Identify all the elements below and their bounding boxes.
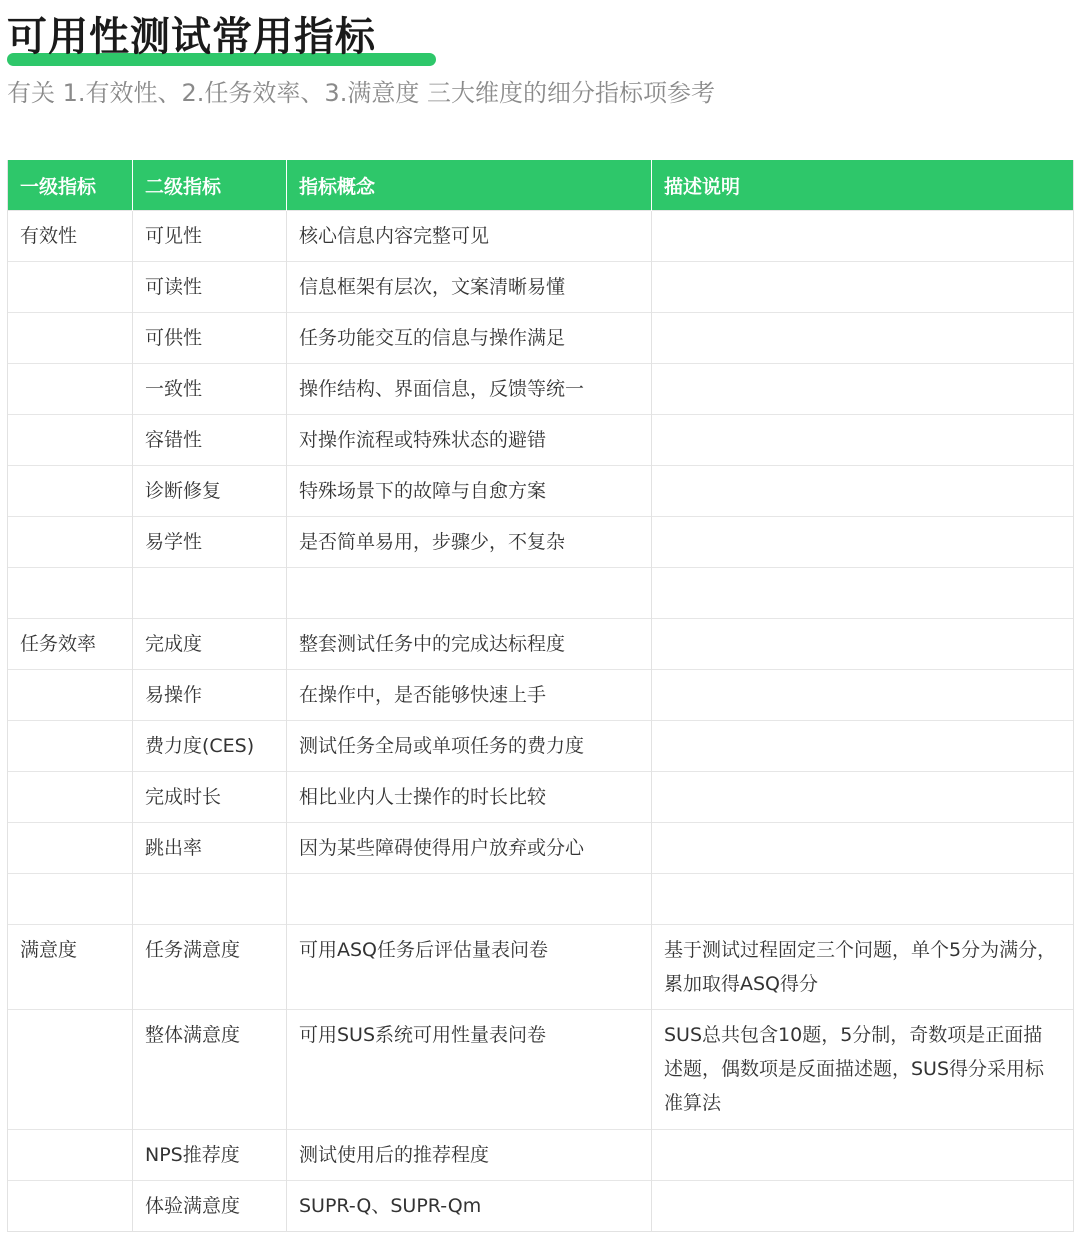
table-row [8,364,1074,415]
cell-level2: 可见性 [133,211,287,262]
cell-description [652,874,1074,925]
cell-description: SUS总共包含10题，5分制，奇数项是正面描述题，偶数项是反面描述题，SUS得分采用标准算法 [652,1010,1074,1130]
cell-level1 [8,466,133,517]
cell-level1 [8,1010,133,1130]
cell-concept: 任务功能交互的信息与操作满足 [287,313,652,364]
cell-level2: 可供性 [133,313,287,364]
metrics-table [7,160,1074,1232]
cell-description [652,721,1074,772]
table-row [8,1181,1074,1232]
cell-level2 [133,568,287,619]
title-block [7,12,437,68]
cell-level2: 一致性 [133,364,287,415]
table-row [8,925,1074,1010]
cell-concept: 在操作中，是否能够快速上手 [287,670,652,721]
cell-description [652,415,1074,466]
page-subtitle: 有关 1.有效性、2.任务效率、3.满意度 三大维度的细分指标项参考 [7,79,715,107]
cell-description [652,262,1074,313]
cell-level1 [8,262,133,313]
cell-level1 [8,874,133,925]
table-row [8,772,1074,823]
cell-description [652,619,1074,670]
cell-level1 [8,415,133,466]
cell-level2: 易学性 [133,517,287,568]
cell-description [652,823,1074,874]
cell-concept: 因为某些障碍使得用户放弃或分心 [287,823,652,874]
table-row [8,466,1074,517]
cell-concept: 是否简单易用，步骤少，不复杂 [287,517,652,568]
cell-level2: 可读性 [133,262,287,313]
table-header-row [8,160,1074,211]
table-row [8,262,1074,313]
cell-description [652,466,1074,517]
cell-concept: 信息框架有层次，文案清晰易懂 [287,262,652,313]
table-row [8,313,1074,364]
cell-description [652,313,1074,364]
cell-level1 [8,568,133,619]
cell-concept: SUPR-Q、SUPR-Qm [287,1181,652,1232]
table-row [8,568,1074,619]
table-row [8,823,1074,874]
cell-level1 [8,313,133,364]
cell-level2: 体验满意度 [133,1181,287,1232]
cell-level1 [8,670,133,721]
cell-level2: 诊断修复 [133,466,287,517]
cell-concept [287,874,652,925]
cell-description [652,211,1074,262]
cell-level2: NPS推荐度 [133,1130,287,1181]
cell-concept: 对操作流程或特殊状态的避错 [287,415,652,466]
cell-concept: 特殊场景下的故障与自愈方案 [287,466,652,517]
table-body [8,211,1074,1232]
cell-level2: 完成度 [133,619,287,670]
cell-level2: 完成时长 [133,772,287,823]
cell-level2: 费力度(CES) [133,721,287,772]
cell-concept: 整套测试任务中的完成达标程度 [287,619,652,670]
table-row [8,1130,1074,1181]
cell-concept [287,568,652,619]
cell-level1 [8,772,133,823]
cell-level1 [8,721,133,772]
cell-level2: 整体满意度 [133,1010,287,1130]
page-title: 可用性测试常用指标 [7,14,376,60]
cell-level1 [8,517,133,568]
cell-description: 基于测试过程固定三个问题，单个5分为满分，累加取得ASQ得分 [652,925,1074,1010]
table-row [8,211,1074,262]
cell-concept: 操作结构、界面信息，反馈等统一 [287,364,652,415]
table-row [8,619,1074,670]
column-header-level2: 二级指标 [133,160,287,211]
column-header-description: 描述说明 [652,160,1074,211]
cell-level2 [133,874,287,925]
cell-description [652,1181,1074,1232]
cell-concept: 可用ASQ任务后评估量表问卷 [287,925,652,1010]
cell-description [652,568,1074,619]
cell-level1 [8,823,133,874]
cell-level2: 容错性 [133,415,287,466]
cell-description [652,1130,1074,1181]
cell-level2: 任务满意度 [133,925,287,1010]
cell-level1: 任务效率 [8,619,133,670]
cell-level1 [8,364,133,415]
cell-level2: 跳出率 [133,823,287,874]
cell-description [652,670,1074,721]
cell-concept: 测试使用后的推荐程度 [287,1130,652,1181]
cell-description [652,772,1074,823]
table-row [8,517,1074,568]
table-row [8,670,1074,721]
cell-level2: 易操作 [133,670,287,721]
cell-level1: 有效性 [8,211,133,262]
cell-level1: 满意度 [8,925,133,1010]
cell-concept: 核心信息内容完整可见 [287,211,652,262]
table-row [8,1010,1074,1130]
cell-level1 [8,1181,133,1232]
table-row [8,721,1074,772]
cell-description [652,364,1074,415]
table-row [8,874,1074,925]
table-row [8,415,1074,466]
column-header-concept: 指标概念 [287,160,652,211]
cell-concept: 可用SUS系统可用性量表问卷 [287,1010,652,1130]
cell-level1 [8,1130,133,1181]
column-header-level1: 一级指标 [8,160,133,211]
cell-concept: 测试任务全局或单项任务的费力度 [287,721,652,772]
cell-concept: 相比业内人士操作的时长比较 [287,772,652,823]
cell-description [652,517,1074,568]
